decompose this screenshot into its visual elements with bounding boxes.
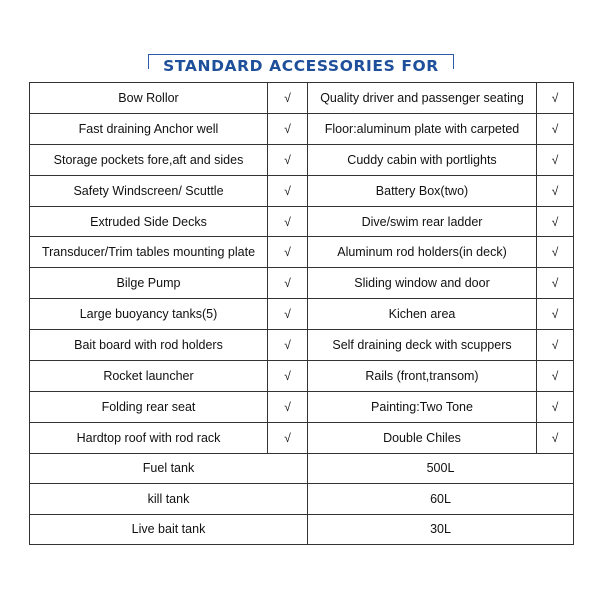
- check-mark: √: [537, 113, 574, 144]
- accessory-name: Quality driver and passenger seating: [308, 83, 537, 114]
- table-row: [30, 422, 574, 453]
- tank-capacity: 60L: [308, 484, 574, 515]
- check-mark: √: [537, 391, 574, 422]
- page-title: STANDARD ACCESSORIES FOR: [163, 57, 439, 75]
- check-mark: √: [537, 206, 574, 237]
- accessory-name: Hardtop roof with rod rack: [30, 422, 268, 453]
- capacity-row: [30, 484, 574, 515]
- accessories-table: [29, 82, 574, 545]
- accessory-name: Safety Windscreen/ Scuttle: [30, 175, 268, 206]
- accessory-name: Sliding window and door: [308, 268, 537, 299]
- check-mark: √: [268, 422, 308, 453]
- accessory-name: Rocket launcher: [30, 361, 268, 392]
- accessory-name: Aluminum rod holders(in deck): [308, 237, 537, 268]
- accessory-name: Dive/swim rear ladder: [308, 206, 537, 237]
- table-row: [30, 330, 574, 361]
- accessory-name: Painting:Two Tone: [308, 391, 537, 422]
- table-row: [30, 237, 574, 268]
- title-frame: [148, 54, 454, 75]
- table-row: [30, 144, 574, 175]
- check-mark: √: [268, 361, 308, 392]
- check-mark: √: [537, 175, 574, 206]
- check-mark: √: [268, 237, 308, 268]
- check-mark: √: [537, 299, 574, 330]
- check-mark: √: [268, 330, 308, 361]
- accessory-name: Self draining deck with scuppers: [308, 330, 537, 361]
- check-mark: √: [537, 330, 574, 361]
- table-row: [30, 361, 574, 392]
- accessory-name: Cuddy cabin with portlights: [308, 144, 537, 175]
- capacity-row: [30, 514, 574, 545]
- accessory-name: Rails (front,transom): [308, 361, 537, 392]
- accessory-name: Battery Box(two): [308, 175, 537, 206]
- accessory-name: Large buoyancy tanks(5): [30, 299, 268, 330]
- accessory-name: Folding rear seat: [30, 391, 268, 422]
- tank-capacity: 30L: [308, 514, 574, 545]
- tank-capacity: 500L: [308, 453, 574, 484]
- tank-label: Fuel tank: [30, 453, 308, 484]
- accessory-name: Transducer/Trim tables mounting plate: [30, 237, 268, 268]
- check-mark: √: [537, 361, 574, 392]
- check-mark: √: [268, 113, 308, 144]
- check-mark: √: [537, 237, 574, 268]
- accessory-name: Floor:aluminum plate with carpeted: [308, 113, 537, 144]
- check-mark: √: [268, 83, 308, 114]
- accessory-name: Bow Rollor: [30, 83, 268, 114]
- check-mark: √: [268, 391, 308, 422]
- tank-label: Live bait tank: [30, 514, 308, 545]
- capacity-row: [30, 453, 574, 484]
- accessory-name: Storage pockets fore,aft and sides: [30, 144, 268, 175]
- accessory-name: Double Chiles: [308, 422, 537, 453]
- table-row: [30, 299, 574, 330]
- tank-label: kill tank: [30, 484, 308, 515]
- check-mark: √: [268, 175, 308, 206]
- check-mark: √: [537, 83, 574, 114]
- table-row: [30, 113, 574, 144]
- check-mark: √: [537, 422, 574, 453]
- table-row: [30, 206, 574, 237]
- table-row: [30, 83, 574, 114]
- accessory-name: Extruded Side Decks: [30, 206, 268, 237]
- check-mark: √: [268, 268, 308, 299]
- accessory-name: Bilge Pump: [30, 268, 268, 299]
- table-row: [30, 268, 574, 299]
- check-mark: √: [268, 206, 308, 237]
- table-row: [30, 175, 574, 206]
- check-mark: √: [537, 144, 574, 175]
- table-row: [30, 391, 574, 422]
- check-mark: √: [537, 268, 574, 299]
- check-mark: √: [268, 299, 308, 330]
- accessory-name: Bait board with rod holders: [30, 330, 268, 361]
- accessory-name: Kichen area: [308, 299, 537, 330]
- accessory-name: Fast draining Anchor well: [30, 113, 268, 144]
- check-mark: √: [268, 144, 308, 175]
